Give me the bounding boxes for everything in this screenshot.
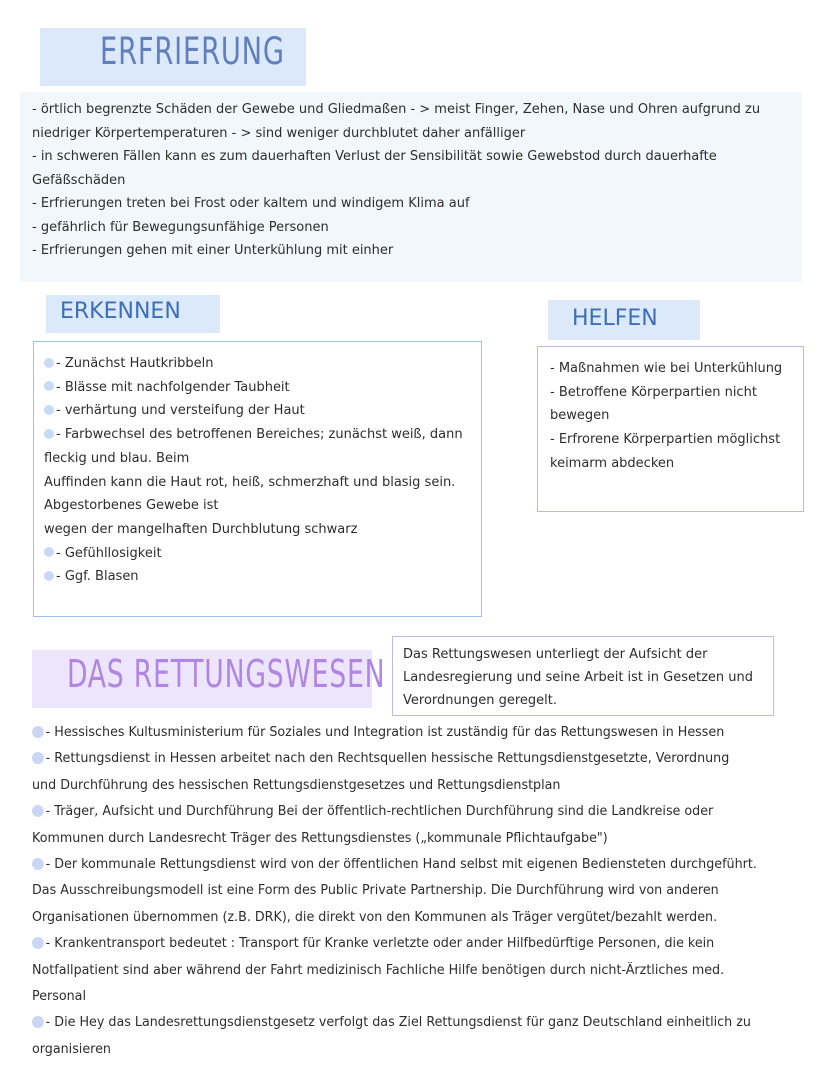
list-item — [32, 958, 794, 984]
erkennen-item — [44, 518, 473, 542]
erkennen-item — [44, 565, 473, 589]
list-item-text: Personal — [32, 989, 86, 1005]
bullet-dot — [32, 858, 44, 870]
list-item-text: - Träger, Aufsicht und Durchführung Bei der öffentlich-rechtlichen Durchführung sind die Landkreise oder — [45, 804, 714, 820]
bullet-dot — [32, 726, 44, 738]
list-item — [32, 773, 794, 799]
erkennen-item — [44, 542, 473, 566]
erkennen-item-text: - Zunächst Hautkribbeln — [56, 356, 214, 371]
erkennen-item-text: Abgestorbenes Gewebe ist — [44, 498, 219, 514]
list-item — [32, 931, 794, 957]
list-item-text: Notfallpatient sind aber während der Fahrt medizinisch Fachliche Hilfe benötigen durch nicht-Ärztliches med. — [32, 962, 725, 978]
intro-line: - Erfrierungen gehen mit einer Unterkühlung mit einher — [32, 243, 394, 258]
list-item — [32, 720, 794, 746]
list-item-text: - Rettungsdienst in Hessen arbeitet nach den Rechtsquellen hessische Rettungsdienstgesetzte, Verordnung — [45, 751, 730, 767]
erkennen-box — [33, 341, 482, 617]
erkennen-item-text: - Farbwechsel des betroffenen Bereiches; zunächst weiß, dann — [56, 427, 463, 443]
erkennen-item — [44, 423, 473, 447]
erkennen-item-text: - Gefühllosigkeit — [56, 545, 162, 561]
list-item-text: und Durchführung des hessischen Rettungsdienstgesetzes und Rettungsdienstplan — [32, 777, 561, 793]
list-item-text: - Hessisches Kultusministerium für Soziales und Integration ist zuständig für das Rettungswesen in Hessen — [45, 725, 725, 740]
bullet-dot — [44, 547, 54, 557]
aufsicht-line: Landesregierung und seine Arbeit ist in Gesetzen und — [403, 670, 754, 685]
erkennen-item-text: - Ggf. Blasen — [56, 569, 139, 585]
helfen-item: bewegen — [550, 408, 610, 424]
erkennen-item-text: wegen der mangelhaften Durchblutung schwarz — [44, 521, 358, 537]
list-item — [32, 826, 794, 852]
list-item — [32, 1010, 794, 1036]
helfen-item: - Maßnahmen wie bei Unterkühlung — [550, 361, 783, 376]
bullet-dot — [44, 381, 54, 391]
list-item — [32, 799, 794, 825]
rettungswesen-list — [32, 720, 812, 1063]
intro-panel — [20, 92, 802, 282]
section-title: DAS RETTUNGSWESEN — [67, 652, 386, 696]
bullet-dot — [32, 805, 44, 817]
list-item-text: - Der kommunale Rettungsdienst wird von der öffentlichen Hand selbst mit eigenen Bediensteten durchgeführt. — [45, 857, 757, 873]
bullet-dot — [32, 937, 44, 949]
list-item — [32, 746, 794, 772]
helfen-item: keimarm abdecken — [550, 455, 675, 471]
bullet-dot — [44, 571, 54, 581]
list-item-text: organisieren — [32, 1041, 111, 1057]
intro-line: - Erfrierungen treten bei Frost oder kaltem und windigem Klima auf — [32, 196, 470, 211]
erkennen-item — [44, 376, 473, 400]
page-title: ERFRIERUNG — [100, 30, 285, 73]
bullet-dot — [32, 1016, 44, 1028]
list-item — [32, 905, 794, 931]
intro-line: - gefährlich für Bewegungsunfähige Personen — [32, 219, 329, 235]
helfen-item: - Erfrorene Körperpartien möglichst — [550, 432, 781, 448]
intro-line: Gefäßschäden — [32, 172, 126, 188]
helfen-box — [537, 346, 804, 512]
erkennen-item-text: - Blässe mit nachfolgender Taubheit — [56, 379, 290, 395]
erkennen-item-text: fleckig und blau. Beim — [44, 450, 190, 466]
erkennen-heading: ERKENNEN — [60, 299, 181, 324]
intro-line: - örtlich begrenzte Schäden der Gewebe und Gliedmaßen - > meist Finger, Zehen, Nase und Ohren aufgrund zu — [32, 102, 761, 117]
bullet-dot — [44, 429, 54, 439]
list-item-text: Organisationen übernommen (z.B. DRK), die direkt von den Kommunen als Träger vergütet/bezahlt werden. — [32, 909, 718, 925]
list-item-text: Kommunen durch Landesrecht Träger des Rettungsdienstes („kommunale Pflichtaufgabe") — [32, 830, 608, 846]
aufsicht-box — [392, 636, 774, 716]
aufsicht-line: Verordnungen geregelt. — [403, 693, 558, 708]
erkennen-item — [44, 447, 473, 471]
erkennen-item — [44, 494, 473, 518]
erkennen-item — [44, 352, 473, 376]
erkennen-item-text: - verhärtung und versteifung der Haut — [56, 403, 305, 419]
bullet-dot — [44, 358, 54, 368]
bullet-dot — [32, 752, 44, 764]
intro-line: niedriger Körpertemperaturen - > sind weniger durchblutet daher anfälliger — [32, 125, 526, 141]
intro-line: - in schweren Fällen kann es zum dauerhaften Verlust der Sensibilität sowie Gewebstod durch dauerhafte — [32, 149, 717, 164]
erkennen-item-text: Auffinden kann die Haut rot, heiß, schmerzhaft und blasig sein. — [44, 474, 456, 490]
list-item — [32, 852, 794, 878]
list-item — [32, 878, 794, 904]
list-item-text: - Krankentransport bedeutet : Transport für Kranke verletzte oder ander Hilfbedürftige Personen, die kein — [45, 936, 715, 952]
bullet-dot — [44, 405, 54, 415]
list-item-text: - Die Hey das Landesrettungsdienstgesetz verfolgt das Ziel Rettungsdienst für ganz Deutschland einheitlich zu — [45, 1015, 751, 1031]
aufsicht-line: Das Rettungswesen unterliegt der Aufsicht der — [403, 647, 708, 662]
list-item — [32, 984, 794, 1010]
list-item — [32, 1037, 794, 1063]
erkennen-item — [44, 399, 473, 423]
erkennen-item — [44, 471, 473, 495]
helfen-heading: HELFEN — [572, 306, 658, 331]
helfen-item: - Betroffene Körperpartien nicht — [550, 384, 757, 400]
list-item-text: Das Ausschreibungsmodell ist eine Form des Public Private Partnership. Die Durchführung wird von anderen — [32, 883, 719, 899]
